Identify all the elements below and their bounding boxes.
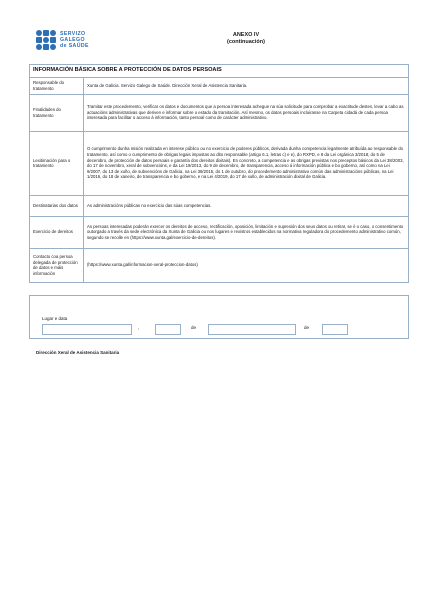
logo-line-1: SERVIZO: [60, 30, 86, 37]
table-row: [30, 94, 409, 131]
annex-title: ANEXO IV: [232, 32, 260, 38]
month-input[interactable]: [208, 324, 296, 335]
comma-separator: ,: [138, 325, 140, 330]
row-value: As persoas interesadas poderán exercer os dereitos de acceso, rectificación, oposición, limitación e supresión dos seus datos ou retirar, se é o caso, o consentimento outorgado a través da sede electrónica da Xunta de Galicia ou nos lugares e rexistros establecidos na normativa reguladora do procedemento administrativo común, segundo se recolle en (https://www.xunta.gal/exercicio-de-dereitos).: [84, 216, 409, 248]
row-value: As administracións públicas no exercicio das súas competencias.: [84, 195, 409, 216]
annex-heading: [196, 32, 296, 46]
row-value: (https://www.xunta.gal/informacion-xeral-proteccion-datos): [84, 248, 409, 282]
table-row: [30, 77, 409, 94]
place-input[interactable]: [42, 324, 132, 335]
footer-department: Dirección Xeral de Asistencia Sanitaria: [36, 350, 120, 355]
row-label: Lexitimación para o tratamento: [30, 131, 84, 195]
row-label: Contacto coa persoa delegada de protección de datos e máis información: [30, 248, 84, 282]
table-title: INFORMACIÓN BÁSICA SOBRE A PROTECCIÓN DE DATOS PERSOAIS: [30, 65, 409, 78]
sergas-logo-text: [60, 31, 89, 50]
de-separator-2: de: [304, 325, 310, 330]
logo-line-3: de SAÚDE: [60, 43, 89, 50]
year-input[interactable]: [322, 324, 348, 335]
row-value: Tramitar este procedemento, verificar os datos e documentos que a persoa interesada achegue na súa solicitude para comprobar a exactitude destes, levar a cabo as actuacións administrativas que deriven e informar sobre o estado da tramitación. Así mesmo, os datos persoais incluiranse na Carpeta cidadá de cada persoa interesada para facilitar o acceso á información, tanto persoal como de carácter administrativo.: [84, 94, 409, 131]
row-value: O cumprimento dunha misión realizada en interese público ou no exercicio de poderes públicos, derivada dunha competencia legalmente atribuída ao responsable do tratamento, así como o cumprimento de obrigas legais impostas ao dito responsable (artigo 6.1, letras c) e e), do RXPD, e 8 da Lei orgánica 3/2018, do 5 de decembro, de protección de datos persoais e garantía dos dereitos dixitais). En concreto, a competencia e as obrigas previstas nos preceptos básicos da Lei 38/2003, do 17 de novembro, xeral de subvencións, e da Lei 19/2013, do 9 de decembro, de transparencia, acceso á información pública e bo goberno, así como na Lei 9/2007, do 13 de xuño, de subvencións de Galicia, na Lei 39/2015, do 1 de outubro, do procedemento administrativo común das administracións públicas, na Lei 1/2016, do 18 de xaneiro, de transparencia e bo goberno, e na Lei 4/2019, do 17 de xullo, de administración dixital de Galicia.: [84, 131, 409, 195]
sergas-logo-mark: [36, 30, 56, 50]
row-label: Exercicio de dereitos: [30, 216, 84, 248]
table-row: [30, 131, 409, 195]
sergas-logo: [36, 30, 89, 50]
table-header-row: [30, 65, 409, 78]
row-value: Xunta de Galicia. Servizo Galego de Saúde. Dirección Xeral de Asistencia Sanitaria.: [84, 77, 409, 94]
logo-line-2: GALEGO: [60, 36, 85, 43]
row-label: Destinatarias dos datos: [30, 195, 84, 216]
row-label: Responsable do tratamento: [30, 77, 84, 94]
table-row: [30, 216, 409, 248]
day-input[interactable]: [155, 324, 181, 335]
de-separator-1: de: [191, 325, 197, 330]
data-protection-table: [29, 64, 409, 283]
row-label: Finalidades do tratamento: [30, 94, 84, 131]
place-date-label: Lugar e data: [42, 316, 68, 321]
annex-subtitle: (continuación): [227, 39, 265, 45]
table-row: [30, 248, 409, 282]
table-row: [30, 195, 409, 216]
